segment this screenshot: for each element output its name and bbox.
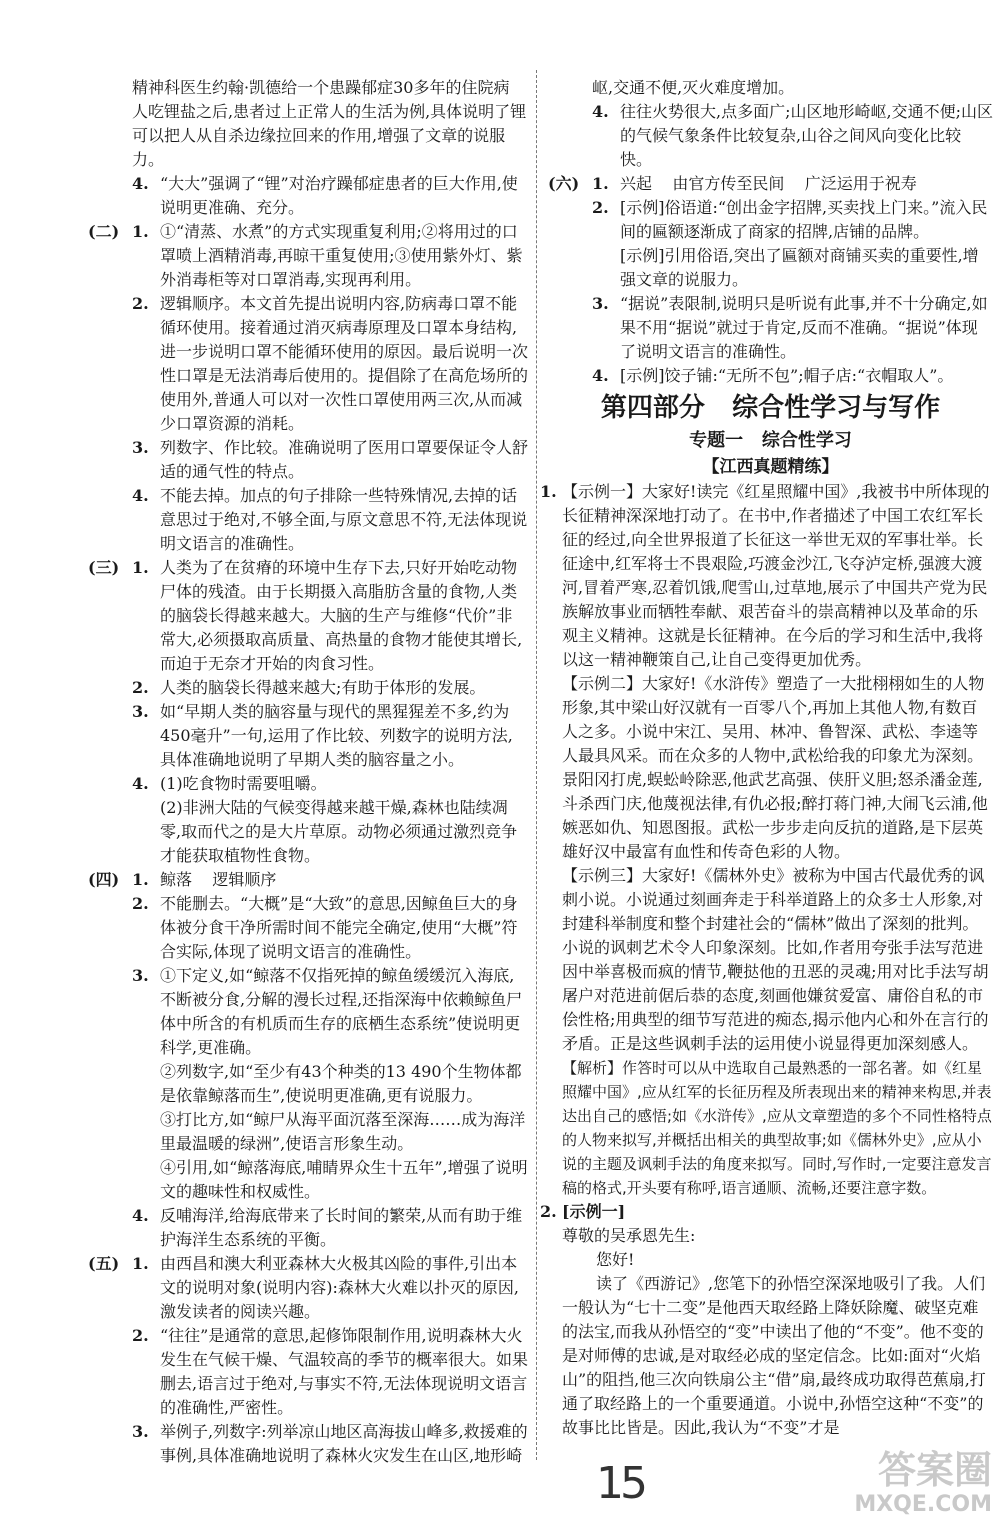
answer-item: 2. 不能删去。“大概”是“大致”的意思,因鲸鱼巨大的身体被分食干净所需时间不能完全确定,使用“大概”符合实际,体现了说明文语言的准确性。	[132, 894, 518, 961]
answer-item: 2. 逻辑顺序。本文首先提出说明内容,防病毒口罩不能循环使用。接着通过消灭病毒原理及口罩本身结构,进一步说明口罩不能循环使用的原因。最后说明一次性口罩是无法消毒后使用的。提倡除了在高危场所的使用外,普通人可以对一次性口罩使用两三次,从而减少口罩资源的消耗。	[132, 294, 529, 433]
watermark-url: MXQE.COM	[854, 1492, 992, 1517]
answer-item: 4. [示例]饺子铺:“无所不包”;帽子店:“衣帽取人”。	[592, 366, 954, 385]
section-6	[548, 172, 993, 388]
answer-item: 2. [示例]俗语道:“创出金字招牌,买卖找上门来。”流入民间的匾额逐渐成了商家的招牌,店铺的品牌。	[592, 198, 988, 241]
answer-subitem: ③打比方,如“鲸尸从海平面沉落至深海……成为海洋里最温暖的绿洲”,使语言形象生动。	[160, 1110, 526, 1153]
section-2	[88, 220, 528, 556]
answer-item: 1. ①“清蒸、水煮”的方式实现重复利用;②将用过的口罩喷上酒精消毒,再晾干重复使用;③使用紫外灯、紫外消毒柜等对口罩消毒,实现再利用。	[132, 222, 523, 289]
sub-title: 【江西真题精练】	[702, 457, 839, 477]
answer-subitem: ②列数字,如“至少有43个种类的13 490个生物体都是依靠鲸落而生”,使说明更准确,更有说服力。	[160, 1062, 522, 1105]
question-1: 1. 【示例一】大家好!读完《红星照耀中国》,我被书中所体现的长征精神深深地打动了。在书中,作者描述了中国工农红军长征的经过,向全世界报道了长征这一举世无双的军事壮举。长征途中,红军将士不畏艰险,巧渡金沙江,飞夺泸定桥,强渡大渡河,冒着严寒,忍着饥饿,爬雪山,过草地,展示了中国共产党为民族解放事业而牺牲奉献、艰苦奋斗的崇高精神以及革命的乐观主义精神。这就是长征精神。在今后的学习和生活中,我将以这一精神鞭策自己,让自己变得更加优秀。 【示例二】大家好!《水浒传》塑造了一大批栩栩如生的人物形象,其中梁山好汉就有一百零八个,再加上其他人物,有数百人之多。小说中宋江、吴用、林冲、鲁智深、武松、李逵等人最具风采。而在众多的人物中,武松给我的印象尤为深刻。景阳冈打虎,蜈蚣岭除恶,他武艺高强、侠肝义胆;怒杀潘金莲,斗杀西门庆,他蔑视法律,有仇必报;醉打蒋门神,大闹飞云浦,他嫉恶如仇、知恩图报。武松一步步走向反抗的道路,是下层英雄好汉中最富有血性和传奇色彩的人物。 【示例三】大家好!《儒林外史》被称为中国古代最优秀的讽刺小说。小说通过刻画奔走于科举道路上的众多士人形象,对封建科举制度和整个封建社会的“儒林”做出了深刻的批判。小说的讽刺艺术令人印象深刻。比如,作者用夸张手法写范进因中举喜极而疯的情节,鞭挞他的丑恶的灵魂;用对比手法写胡屠户对范进前倨后恭的态度,刻画他嫌贫爱富、庸俗自私的市侩性格;用典型的细节写范进的痴态,揭示他内心和外在言行的矛盾。正是这些讽刺手法的运用使小说显得更加深刻感人。 【解析】作答时可以从中选取自己最熟悉的一部名著。如《红星照耀中国》,应从红军的长征历程及所表现出来的精神来构思,并表达出自己的感悟;如《水浒传》,应从文章塑造的多个不同性格特点的人物来拟写,并概括出相关的典型故事;如《儒林外史》,应从小说的主题及讽刺手法的角度来拟写。同时,写作时,一定要注意发言稿的格式,开头要有称呼,语言通顺、流畅,还要注意字数。	[548, 480, 993, 1200]
sample-answer: 【示例二】大家好!《水浒传》塑造了一大批栩栩如生的人物形象,其中梁山好汉就有一百零八个,再加上其他人物,有数百人之多。小说中宋江、吴用、林冲、鲁智深、武松、李逵等人最具风采。而在众多的人物中,武松给我的印象尤为深刻。景阳冈打虎,蜈蚣岭除恶,他武艺高强、侠肝义胆;怒杀潘金莲,斗杀西门庆,他蔑视法律,有仇必报;醉打蒋门神,大闹飞云浦,他嫉恶如仇、知恩图报。武松一步步走向反抗的道路,是下层英雄好汉中最富有血性和传奇色彩的人物。	[562, 674, 988, 861]
page-number: 15	[596, 1458, 644, 1509]
section-5	[88, 1252, 528, 1468]
section-label: (六)	[548, 174, 580, 193]
letter-greeting: 您好!	[596, 1250, 635, 1269]
letter-body: 读了《西游记》,您笔下的孙悟空深深地吸引了我。人们一般认为“七十二变”是他西天取经路上降妖除魔、破坚克难的法宝,而我从孙悟空的“变”中读出了他的“不变”。他不变的是对师傅的忠诚,是对取经必成的坚定信念。比如:面对“火焰山”的阻挡,他三次向铁扇公主“借”扇,最终成功取得芭蕉扇,打通了取经路上的一个重要通道。小说中,孙悟空这种“不变”的故事比比皆是。因此,我认为“不变”才是	[562, 1274, 986, 1437]
question-2: 2. [示例一] 尊敬的吴承恩先生: 您好! 读了《西游记》,您笔下的孙悟空深深地吸引了我。人们一般认为“七十二变”是他西天取经路上降妖除魔、破坚克难的法宝,而我从孙悟空的“变”中读出了他的“不变”。他不变的是对师傅的忠诚,是对取经必成的坚定信念。比如:面对“火焰山”的阻挡,他三次向铁扇公主“借”扇,最终成功取得芭蕉扇,打通了取经路上的一个重要通道。小说中,孙悟空这种“不变”的故事比比皆是。因此,我认为“不变”才是	[548, 1200, 993, 1368]
section-label: (三)	[88, 558, 120, 577]
answer-item: 3. 列数字、作比较。准确说明了医用口罩要保证令人舒适的通气性的特点。	[132, 438, 529, 481]
section-3	[88, 556, 528, 868]
analysis-note: 【解析】作答时可以从中选取自己最熟悉的一部名著。如《红星照耀中国》,应从红军的长征历程及所表现出来的精神来构思,并表达出自己的感悟;如《水浒传》,应从文章塑造的多个不同性格特点的人物来拟写,并概括出相关的典型故事;如《儒林外史》,应从小说的主题及讽刺手法的角度来拟写。同时,写作时,一定要注意发言稿的格式,开头要有称呼,语言通顺、流畅,还要注意字数。	[562, 1059, 992, 1197]
topic-title: 专题一 综合性学习	[689, 430, 852, 451]
intro-item-4: 4. “大大”强调了“锂”对治疗躁郁症患者的巨大作用,使说明更准确、充分。	[132, 174, 518, 217]
answer-item: 2. “往往”是通常的意思,起修饰限制作用,说明森林大火发生在气候干燥、气温较高的季节的概率很大。如果删去,语言过于绝对,与事实不符,无法体现说明文语言的准确性,严密性。	[132, 1326, 529, 1417]
answer-item: 3. 如“早期人类的脑容量与现代的黑猩猩差不多,约为450毫升”一句,运用了作比较、列数字的说明方法,具体准确地说明了早期人类的脑容量之小。	[132, 702, 513, 769]
answer-item: 2. 人类的脑袋长得越来越大;有助于体形的发展。	[132, 678, 486, 697]
continued-text: 岖,交通不便,灭火难度增加。 4. 往往火势很大,点多面广;山区地形崎岖,交通不便;山区的气候气象条件比较复杂,山谷之间风向变化比较快。	[592, 78, 993, 169]
answer-item: 3. 举例子,列数字:列举凉山地区高海拔山峰多,救援难的事例,具体准确地说明了森林火灾发生在山区,地形崎	[132, 1422, 528, 1465]
answer-item: 3. ①下定义,如“鲸落不仅指死掉的鲸鱼缓缓沉入海底,不断被分食,分解的漫长过程,还指深海中依赖鲸鱼尸体中所含的有机质而生存的底栖生态系统”使说明更科学,更准确。	[132, 966, 523, 1057]
answer-item: 4. 不能去掉。加点的句子排除一些特殊情况,去掉的话意思过于绝对,不够全面,与原文意思不符,无法体现说明文语言的准确性。	[132, 486, 528, 553]
answer-item: 4. (1)吃食物时需要咀嚼。	[132, 774, 327, 793]
answer-item: 1. 人类为了在贫瘠的环境中生存下去,只好开始吃动物尸体的残渣。由于长期摄入高脂肪含量的食物,人类的脑袋长得越来越大。大脑的生产与维修“代价”非常大,必须摄取高质量、高热量的食物才能使其增长,而迫于无奈才开始的肉食习性。	[132, 558, 523, 673]
sample-answer: 【示例一】大家好!读完《红星照耀中国》,我被书中所体现的长征精神深深地打动了。在书中,作者描述了中国工农红军长征的经过,向全世界报道了长征这一举世无双的军事壮举。长征途中,红军将士不畏艰险,巧渡金沙江,飞夺泸定桥,强渡大渡河,冒着严寒,忍着饥饿,爬雪山,过草地,展示了中国共产党为民族解放事业而牺牲奉献、艰苦奋斗的崇高精神以及革命的乐观主义精神。这就是长征精神。在今后的学习和生活中,我将以这一精神鞭策自己,让自己变得更加优秀。	[562, 482, 990, 669]
sample-label: [示例一]	[562, 1202, 626, 1221]
answer-subitem: [示例]引用俗语,突出了匾额对商铺买卖的重要性,增强文章的说服力。	[620, 246, 979, 289]
part-title: 第四部分 综合性学习与写作	[600, 393, 941, 423]
section-label: (二)	[88, 222, 120, 241]
answer-item: 1. 鲸落 逻辑顺序	[132, 870, 277, 889]
watermark-logo-text: 答案圈	[877, 1448, 992, 1492]
answer-item: 4. 反哺海洋,给海底带来了长时间的繁荣,从而有助于维护海洋生态系统的平衡。	[132, 1206, 523, 1249]
section-label: (五)	[88, 1254, 120, 1273]
answer-item: 1. 由西昌和澳大利亚森林大火极其凶险的事件,引出本文的说明对象(说明内容):森林大火难以扑灭的原因,激发读者的阅读兴趣。	[132, 1254, 519, 1321]
intro-text: 精神科医生约翰·凯德给一个患躁郁症30多年的住院病 人吃锂盐之后,患者过上正常人的生活为例,具体说明了锂 可以把人从自杀边缘拉回来的作用,增强了文章的说服力。	[132, 78, 527, 169]
answer-item: 1. 兴起 由官方传至民间 广泛运用于祝寿	[592, 174, 917, 193]
watermark	[854, 1448, 992, 1518]
section-4	[88, 868, 528, 1252]
answer-subitem: ④引用,如“鲸落海底,哺睛界众生十五年”,增强了说明文的趣味性和权威性。	[160, 1158, 528, 1201]
sample-answer: 【示例三】大家好!《儒林外史》被称为中国古代最优秀的讽刺小说。小说通过刻画奔走于科举道路上的众多士人形象,对封建科举制度和整个封建社会的“儒林”做出了深刻的批判。小说的讽刺艺术令人印象深刻。比如,作者用夸张手法写范进因中举喜极而疯的情节,鞭挞他的丑恶的灵魂;用对比手法写胡屠户对范进前倨后恭的态度,刻画他嫌贫爱富、庸俗自私的市侩性格;用典型的细节写范进的痴态,揭示他内心和外在言行的矛盾。正是这些讽刺手法的运用使小说显得更加深刻感人。	[562, 866, 989, 1053]
answer-item: 3. “据说”表限制,说明只是听说有此事,并不十分确定,如果不用“据说”就过于肯定,反而不准确。“据说”体现了说明文语言的准确性。	[592, 294, 988, 361]
section-label: (四)	[88, 870, 120, 889]
letter-salutation: 尊敬的吴承恩先生:	[562, 1226, 696, 1245]
answer-subitem: (2)非洲大陆的气候变得越来越干燥,森林也陆续凋零,取而代之的是大片草原。动物必须通过激烈竞争才能获取植物性食物。	[160, 798, 518, 865]
right-column	[540, 76, 993, 1437]
column-divider	[536, 70, 537, 1460]
left-column	[88, 76, 528, 1468]
